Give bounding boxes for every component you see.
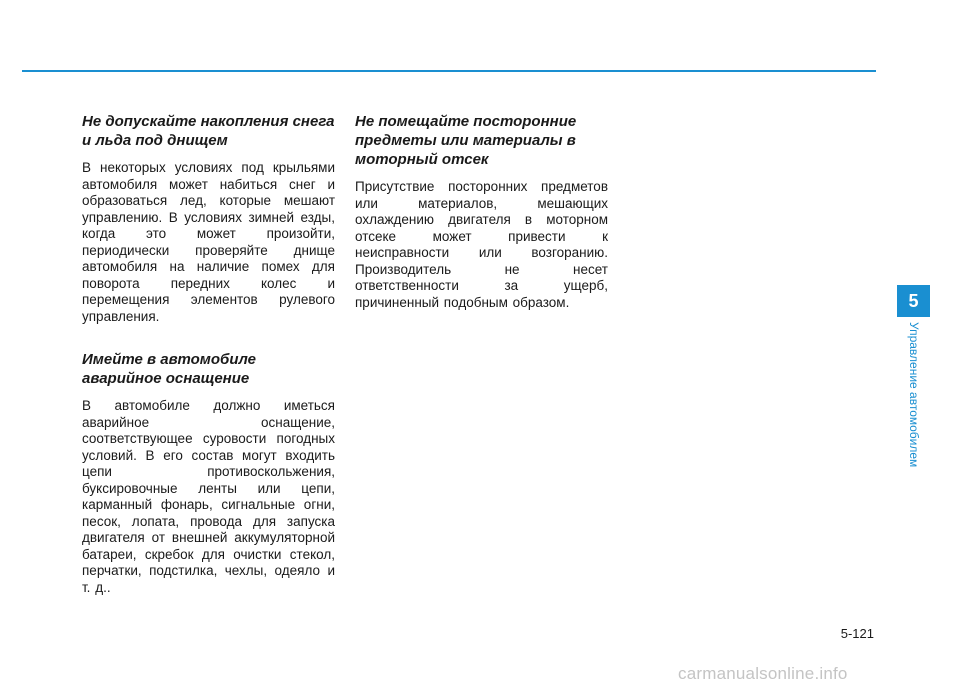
section-engine-bay	[355, 112, 608, 311]
left-column	[82, 112, 335, 596]
section-emergency-kit	[82, 350, 335, 596]
section-body: Присутствие посторонних предметов или материалов, мешающих охлаждению двигателя в моторном отсеке может привести к неисправности или возгоранию. Производитель не несет ответственности за ущерб, причиненный подобным образом.	[355, 179, 608, 310]
section-heading: Имейте в автомобиле аварийное оснащение	[82, 351, 256, 387]
chapter-title: Управление автомобилем	[907, 322, 921, 468]
section-heading: Не помещайте посторонние предметы или материалы в моторный отсек	[355, 113, 577, 168]
section-body: В автомобиле должно иметься аварийное оснащение, соответствующее суровости погодных условий. В его состав могут входить цепи противоскольжения, буксировочные ленты или цепи, карманный фонарь, сигнальные огни, песок, лопата, провода для запуска двигателя от внешней аккумуляторной батареи, скребок для очистки стекол, перчатки, подстилка, чехлы, одеяло и т. д..	[82, 398, 335, 595]
page-number: 5-121	[840, 626, 874, 641]
top-rule	[22, 70, 876, 72]
watermark: carmanualsonline.info	[678, 664, 848, 683]
chapter-label-container	[897, 322, 930, 497]
section-snow-ice	[82, 112, 335, 325]
chapter-number-tab: 5	[897, 285, 930, 317]
section-body: В некоторых условиях под крыльями автомобиля может набиться снег и образоваться лед, которые мешают управлению. В условиях зимней езды, когда это может произойти, периодически проверяйте днище автомобиля на наличие помех для поворота передних колес и перемещения элементов рулевого управления.	[82, 160, 335, 324]
section-heading: Не допускайте накопления снега и льда под днищем	[82, 113, 335, 149]
right-column	[355, 112, 608, 311]
